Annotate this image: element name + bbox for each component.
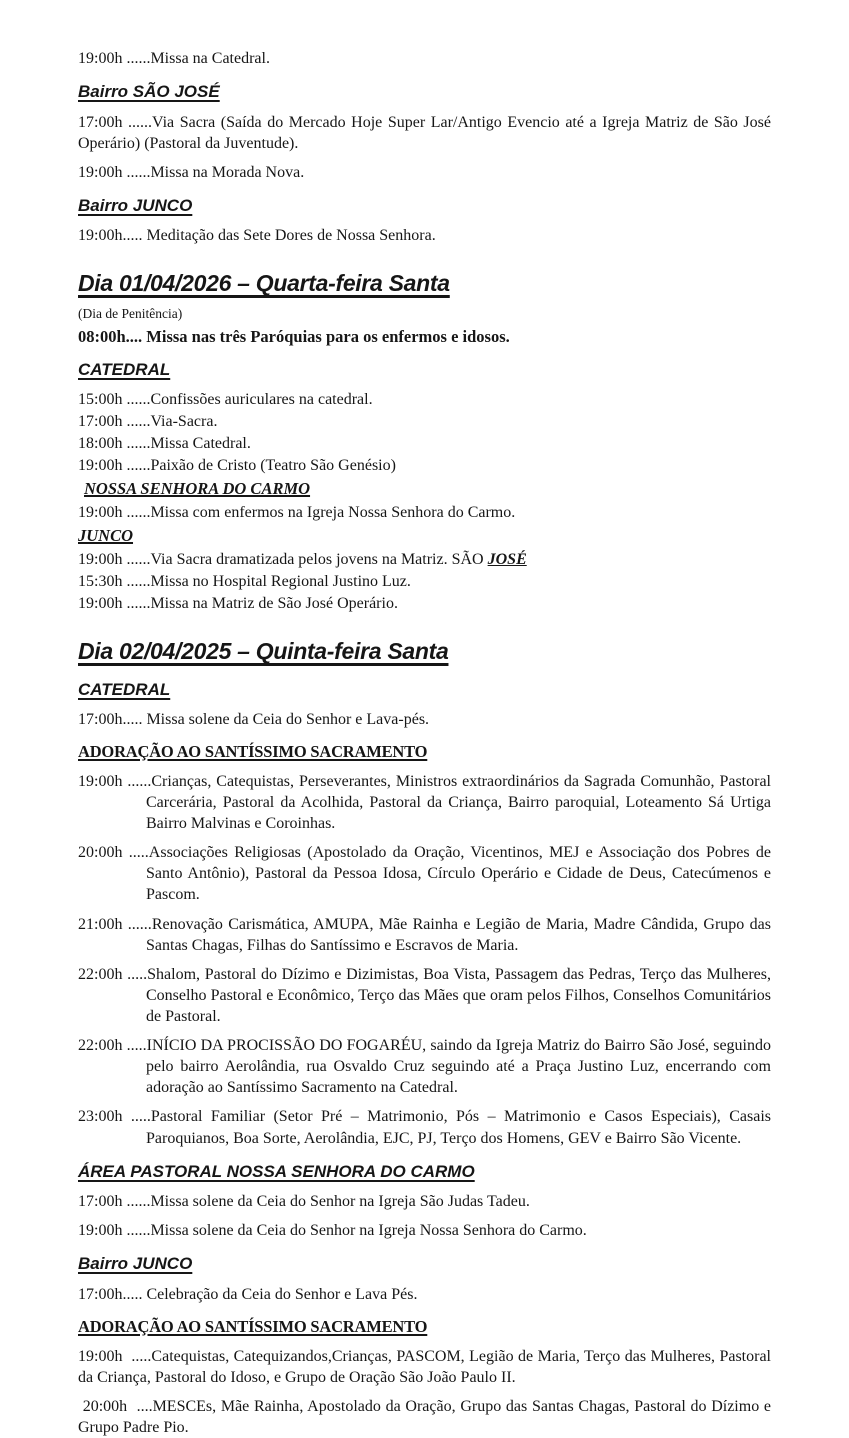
- event-text: Via Sacra (Saída do Mercado Hoje Super Lar/Antigo Evencio até a Igreja Matriz de São José Operário) (Pastoral da Juventude).: [78, 113, 771, 152]
- event-time: 19:00h ......: [78, 1222, 151, 1240]
- schedule-event: [78, 1346, 771, 1388]
- event-text: Missa na Morada Nova.: [150, 163, 305, 181]
- event-time: 19:00h .....: [78, 1347, 152, 1365]
- neighborhood-header: CATEDRAL: [78, 360, 171, 380]
- schedule-event: [78, 549, 771, 570]
- event-time: 23:00h .....: [78, 1108, 151, 1126]
- event-time: 19:00h ......: [78, 457, 151, 475]
- event-text: Missa com enfermos na Igreja Nossa Senhora do Carmo.: [150, 504, 516, 521]
- schedule-event: [78, 162, 771, 183]
- event-time: 19:00h.....: [78, 227, 147, 245]
- event-text: Associações Religiosas (Apostolado da Oração, Vicentinos, MEJ e Associação dos Pobres de Santo Antônio), Pastoral da Pessoa Idosa, Círculo Operário e Cidade de Deus, Catecúmenos e Pascom.: [146, 844, 771, 904]
- schedule-event: [78, 771, 771, 834]
- schedule-event: [78, 326, 771, 348]
- schedule-event: [78, 709, 771, 730]
- event-text: Renovação Carismática, AMUPA, Mãe Rainha e Legião de Maria, Madre Cândida, Grupo das Santas Chagas, Filhas do Santíssimo e Escravos de Maria.: [146, 915, 771, 954]
- event-time: 19:00h ......: [78, 772, 152, 790]
- event-text: Via-Sacra.: [150, 412, 218, 430]
- neighborhood-header: Bairro SÃO JOSÉ: [78, 82, 220, 102]
- event-time: 19:00h ......: [78, 50, 151, 67]
- event-text: Confissões auriculares na catedral.: [150, 390, 373, 408]
- event-text: MESCEs, Mãe Rainha, Apostolado da Oração, Grupo das Santas Chagas, Pastoral do Dízimo e Grupo Padre Pio.: [78, 1397, 771, 1436]
- event-text: Missa na Matriz de São José Operário.: [150, 595, 398, 613]
- adoration-section-header: ADORAÇÃO AO SANTÍSSIMO SACRAMENTO: [78, 742, 428, 762]
- penitence-note: (Dia de Penitência): [78, 305, 183, 321]
- location-header: NOSSA SENHORA DO CARMO: [84, 479, 311, 499]
- event-text: Missa solene da Ceia do Senhor e Lava-pés.: [146, 711, 430, 728]
- event-text-emphasis: JOSÉ: [487, 550, 527, 568]
- schedule-event: [78, 433, 771, 454]
- document-content: [78, 48, 771, 1438]
- schedule-event: [78, 112, 771, 154]
- event-text: INÍCIO DA PROCISSÃO DO FOGARÉU, saindo da Igreja Matriz do Bairro São José, seguindo pelo bairro Aerolândia, rua Osvaldo Cruz seguindo até a Praça Justino Luz, encerrando com adoração ao Santíssimo Sacramento na Catedral.: [146, 1037, 771, 1097]
- event-text: Missa solene da Ceia do Senhor na Igreja Nossa Senhora do Carmo.: [150, 1222, 587, 1240]
- event-time: 20:00h ....: [78, 1397, 153, 1415]
- event-time: 21:00h ......: [78, 915, 152, 933]
- neighborhood-header: CATEDRAL: [78, 679, 171, 699]
- schedule-event: [78, 1220, 771, 1241]
- schedule-event: [78, 389, 771, 410]
- event-time: 19:00h ......: [78, 595, 151, 613]
- event-time: 18:00h ......: [78, 435, 151, 453]
- event-time: 20:00h .....: [78, 844, 149, 862]
- event-text: Missa solene da Ceia do Senhor na Igreja São Judas Tadeu.: [150, 1193, 530, 1211]
- event-text: Missa no Hospital Regional Justino Luz.: [150, 572, 411, 590]
- schedule-event: [78, 842, 771, 905]
- day-header: Dia 01/04/2026 – Quarta-feira Santa: [78, 270, 450, 297]
- event-text: Missa Catedral.: [150, 435, 251, 453]
- event-text: Shalom, Pastoral do Dízimo e Dizimistas, Boa Vista, Passagem das Pedras, Terço das Mulheres, Conselho Pastoral e Econômico, Terço das Mães que oram pelos Filhos, Conselhos Comunitários de Pastoral.: [146, 965, 771, 1025]
- event-time: 17:00h ......: [78, 412, 151, 430]
- event-text: Meditação das Sete Dores de Nossa Senhora.: [146, 227, 436, 245]
- schedule-event: [78, 1035, 771, 1098]
- schedule-event: [78, 1284, 771, 1305]
- event-text: Pastoral Familiar (Setor Pré – Matrimonio, Pós – Matrimonio e Casos Especiais), Casais Paroquianos, Boa Sorte, Aerolândia, EJC, PJ, Terço dos Homens, GEV e Bairro São Vicente.: [146, 1108, 771, 1147]
- schedule-event: [78, 964, 771, 1027]
- neighborhood-header: ÁREA PASTORAL NOSSA SENHORA DO CARMO: [78, 1161, 475, 1181]
- schedule-event: [78, 914, 771, 956]
- event-time: 17:00h ......: [78, 1193, 151, 1211]
- event-text: Celebração da Ceia do Senhor e Lava Pés.: [146, 1285, 418, 1303]
- event-text: Missa nas três Paróquias para os enfermos e idosos.: [146, 326, 510, 346]
- event-time: 19:00h ......: [78, 504, 151, 521]
- schedule-event: [78, 411, 771, 432]
- schedule-event: [78, 502, 771, 523]
- neighborhood-header: Bairro JUNCO: [78, 195, 193, 215]
- event-time: 17:00h.....: [78, 1285, 147, 1303]
- event-text: Missa na Catedral.: [150, 50, 270, 67]
- adoration-section-header: ADORAÇÃO AO SANTÍSSIMO SACRAMENTO: [78, 1316, 428, 1336]
- schedule-event: [78, 571, 771, 592]
- schedule-event: [78, 48, 771, 69]
- schedule-event: [78, 225, 771, 246]
- day-header: Dia 02/04/2025 – Quinta-feira Santa: [78, 638, 449, 665]
- event-text: Via Sacra dramatizada pelos jovens na Matriz. SÃO: [150, 550, 488, 568]
- schedule-event: [78, 593, 771, 614]
- event-time: 17:00h ......: [78, 113, 152, 131]
- schedule-event: [78, 1191, 771, 1212]
- event-time: 19:00h ......: [78, 163, 151, 181]
- event-text: Crianças, Catequistas, Perseverantes, Ministros extraordinários da Sagrada Comunhão, Pastoral Carcerária, Pastoral da Acolhida, Pastoral da Criança, Bairro paroquial, Loteamento Sá Urtiga Bairro Malvinas e Coroinhas.: [146, 772, 772, 833]
- event-time: 22:00h .....: [78, 1037, 147, 1055]
- event-time: 08:00h....: [78, 326, 147, 346]
- neighborhood-header: Bairro JUNCO: [78, 1254, 193, 1274]
- event-text: Catequistas, Catequizandos,Crianças, PASCOM, Legião de Maria, Terço das Mulheres, Pastoral da Criança, Pastoral do Idoso, e Grupo de Oração São João Paulo II.: [78, 1347, 771, 1386]
- event-time: 22:00h .....: [78, 965, 148, 983]
- schedule-event: [78, 455, 771, 476]
- event-time: 15:00h ......: [78, 390, 151, 408]
- event-time: 19:00h ......: [78, 550, 151, 568]
- schedule-event: [78, 1106, 771, 1148]
- event-text: Paixão de Cristo (Teatro São Genésio): [150, 457, 396, 475]
- schedule-event: [78, 1396, 771, 1438]
- event-time: 15:30h ......: [78, 572, 151, 590]
- event-time: 17:00h.....: [78, 711, 147, 728]
- location-header: JUNCO: [78, 526, 134, 546]
